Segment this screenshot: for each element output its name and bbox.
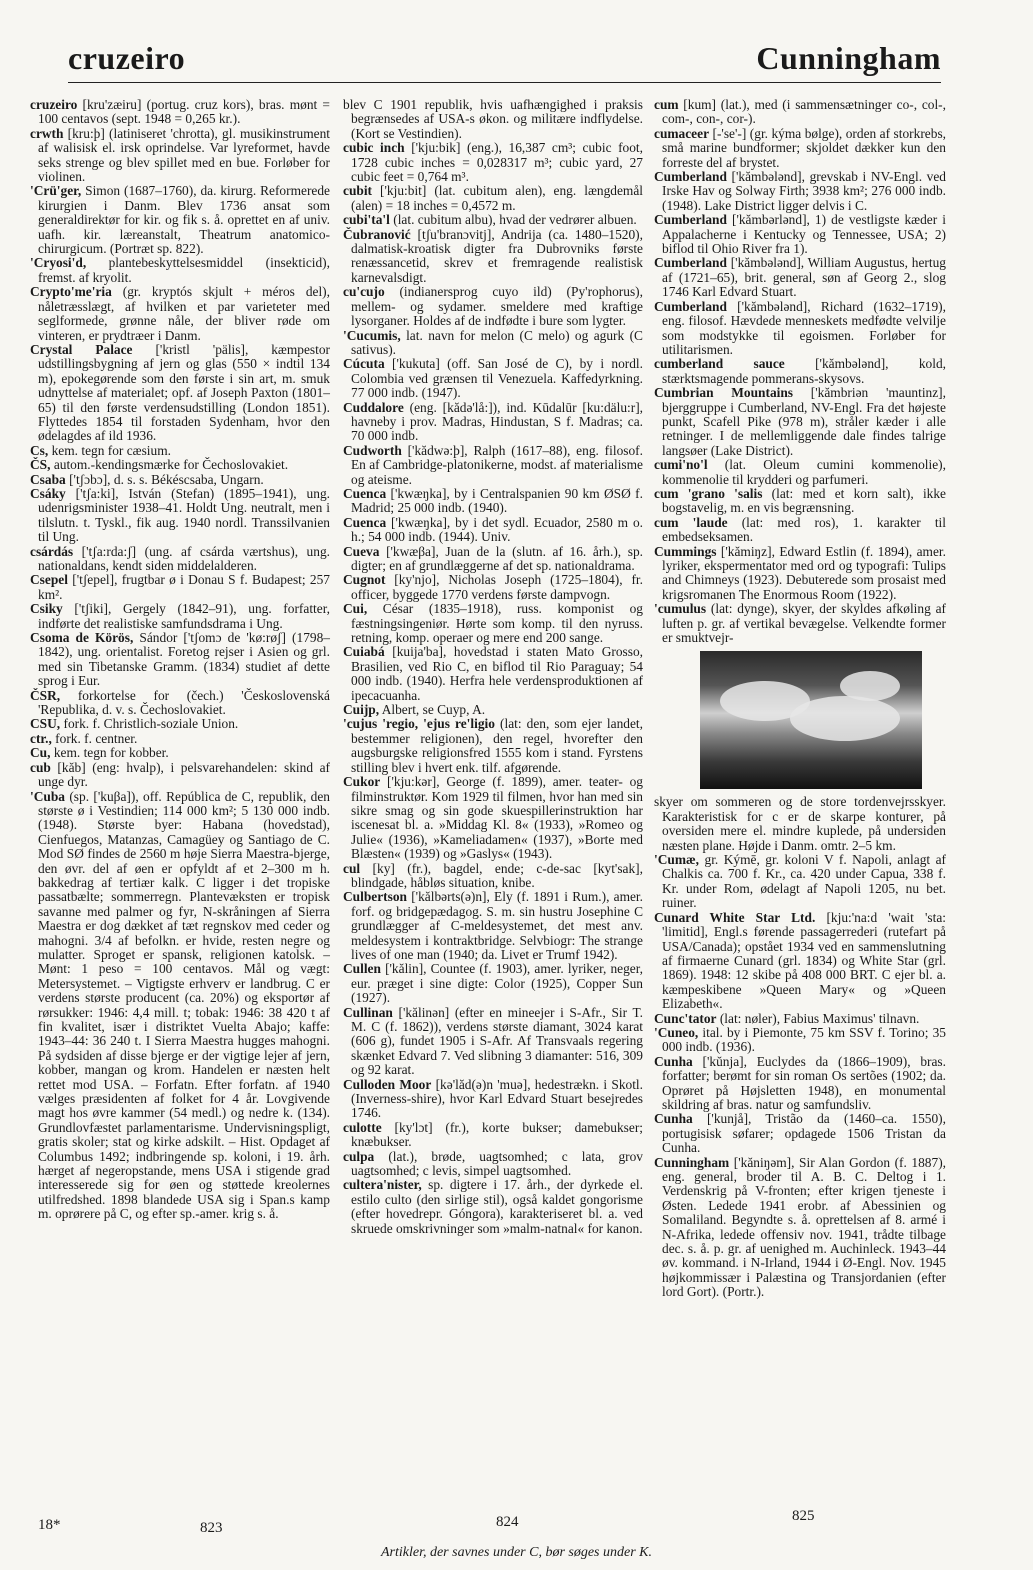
entry-text: (lat: med ros), 1. karakter til embedseksamen. xyxy=(662,514,946,545)
entry xyxy=(343,1150,643,1179)
entry-headword: Cullen xyxy=(343,961,381,977)
entry xyxy=(654,386,946,458)
entry xyxy=(343,602,643,645)
entry-text: ['kŭnja], Euclydes da (1866–1909), bras. forfatter; berømt for sin roman Os sertões (1902; da. Oprøret på Højsletten 1948), en monumental skildring af bras. natur og samfundsliv. xyxy=(662,1053,946,1112)
entry xyxy=(654,98,946,127)
entry-text: lat. navn for melon (C melo) og agurk (C sativus). xyxy=(351,327,643,357)
entry-headword: cultera'nister, xyxy=(343,1177,422,1193)
entry-headword: 'Cumæ, xyxy=(654,852,700,868)
entry xyxy=(343,184,643,213)
entry-text: kem. tegn for cæsium. xyxy=(51,442,171,458)
entry xyxy=(30,285,330,343)
entry xyxy=(30,127,330,185)
page-number-824: 824 xyxy=(496,1514,519,1530)
entry-text: kem. tegn for kobber. xyxy=(53,745,169,761)
entry-text: (lat.), brøde, uagtsomhed; c lata, grov uagtsomhed; c levis, simpel uagtsomhed. xyxy=(351,1148,643,1179)
entry-text: ['kămbələnd], grevskab i NV-Engl. ved Irske Hav og Solway Firth; 3938 km²; 276 000 indb. (1948). Lake District ligger delvis i C. xyxy=(662,169,946,213)
entry-text: (lat. cubitum albu), hvad der vedrører albuen. xyxy=(393,212,637,228)
entry-headword: Cukor xyxy=(343,774,381,790)
entry-text: Sándor ['tʃomɔ de 'kø:røʃ] (1798–1842), ung. orientalist. Foretog rejser i Asien og grl. med sin Tibetanske Gramm. (1834) studiet af dette sprog i Eur. xyxy=(38,630,330,689)
entry-headword: cubic inch xyxy=(343,140,405,156)
footer-note: Artikler, der savnes under C, bør søges under K. xyxy=(380,1545,653,1560)
column-3 xyxy=(654,98,946,1300)
entry-text: ['tʃɔbɔ], d. s. s. Békéscsaba, Ungarn. xyxy=(69,471,264,487)
entry xyxy=(343,444,643,487)
entry-text: ['kwæβa], Juan de la (slutn. af 16. årh.), sp. digter; en af grundlæggerne af det sp. nationaldrama. xyxy=(351,543,643,573)
entry-text: [kuija'ba], hovedstad i staten Mato Grosso, Brasilien, ved Rio C, en biflod til Rio Paraguay; 54 000 indb. (1940). Herfra hele verdensproduktionen af ipecacuanha. xyxy=(351,644,643,703)
entry xyxy=(654,911,946,1012)
entry-text: (sp. ['kuβa]), off. República de C, republik, den største ø i Vestindien; 114 000 km²; 5 130 000 indb. (1948). Største byer: Habana (hovedstad), Cienfuegos, Matanzas, Camagüey og Santiago de C. Mod SØ findes de 2560 m høje Sierra Maestra-bjerge, den øvr. del af øen er opfyldt af et 2–300 m h. bakkedrag af tertiær kalk. C ligger i det tropiske passatbælte; sommerregn. Plantevæksten er tropisk savanne med palmer og fyr, N-skråningen af Sierra Maestra er dog dækket af tæt regnskov med ceder og mahogni. 3/4 af befolkn. er hvide, resten negre og mulatter. Sproget er spansk, religionen katolsk. – Mønt: 1 peso = 100 centavos. Mål og vægt: Metersystemet. – Vigtigste erhverv er landbrug. C er verdens største producent (ca. 20%) og eksportør af rørsukker: 1946: 4,4 mill. t; tobak: 1946: 38 420 t af fin kvalitet, især i distriktet Vuelta Abajo; kaffe: 1943–44: 36 240 t. I Sierra Maestra hugges mahogni. På sydsiden af disse bjerge er der vigtige lejer af jern, kobber, mangan og krom. Handelen er næsten helt rettet mod USA. – Forfatn. Efter forfatn. af 1940 vælges præsidenten af folket for 4 år. Lovgivende magt hos øvre kammer (54 medl.) og nedre k. (134). Grundlovfæstet parlamentarisme. Undervisningspligt, gratis skoler; stat og kirke adskilt. – Hist. Opdaget af Columbus 1492; indbringende sp. koloni, i 19. årh. hærget af negeropstande, mens USA i stigende grad interesserede sig for øen og støttede kreolernes utilfredshed. 1898 blandede USA sig i Span.s kamp m. oprørere på C, og efter sp.-amer. krig s. å. xyxy=(38,788,330,1222)
entry xyxy=(30,444,330,458)
entry-headword: Cumberland xyxy=(654,212,727,228)
entry-text: ['tʃa:ki], István (Stefan) (1895–1941), ung. udenrigsminister 1938–41. Holdt Ung. neutralt, men i tilslutn. t. Tyskl., fik aug. 1940 nordl. Transsilvanien til Ung. xyxy=(38,485,330,545)
entry-text: ['kălinən] (efter en mineejer i S-Afr., Sir T. M. C (f. 1862)), verdens største diamant, 3024 karat (606 g), fundet 1905 i S-Afr. Af Transvaals regering skænket Edvard 7. Ved slibning 3 diamanter: 516, 309 og 92 karat. xyxy=(351,1004,643,1078)
entry-headword: 'Cryosi'd, xyxy=(30,255,87,271)
entry xyxy=(343,573,643,602)
entry-headword: Cumberland xyxy=(654,298,727,314)
entry-headword: Cuijp, xyxy=(343,702,380,718)
entry xyxy=(343,703,643,717)
entry xyxy=(343,775,643,861)
entry-headword: CSU, xyxy=(30,716,61,732)
entry-headword: cum 'grano 'salis xyxy=(654,485,763,501)
entry-headword: Cuenca xyxy=(343,485,387,501)
entry-text: Albert, se Cuyp, A. xyxy=(381,702,486,718)
entry-headword: 'Cucumis, xyxy=(343,327,401,343)
entry-headword: Culbertson xyxy=(343,889,407,905)
header-rule xyxy=(68,82,941,83)
entry-headword: Čubranović xyxy=(343,226,411,242)
entry-text: [kə'lăd(ə)n 'muə], hedestrækn. i Skotl. (Inverness-shire), hvor Karl Edvard Stuart besejredes 1746. xyxy=(351,1076,643,1121)
entry xyxy=(654,127,946,170)
entry-headword: Cunha xyxy=(654,1111,693,1127)
entry-headword: cu'cujo xyxy=(343,284,385,300)
signature-mark: 18* xyxy=(38,1517,61,1533)
entry xyxy=(654,516,946,545)
entry xyxy=(654,300,946,358)
entry-text: (eng. [kădə'lå:]), ind. Kūdalūr [ku:dälu:r], havneby i prov. Madras, Hindustan, S f. Madras; ca. 70 000 indb. xyxy=(351,399,643,444)
entry-text: (gr. kryptós skjult + méros del), nåletræsslægt, af hvilken et par varieteter med seglformede, grønne nåle, der bliver røde om vinteren, er prydtræer i Danm. xyxy=(38,284,330,343)
entry xyxy=(654,602,946,645)
entry xyxy=(30,545,330,574)
entry-text: Simon (1687–1760), da. kirurg. Reformerede kirurgien i Danm. Blev 1736 ansat som generaldirektør for kir. og fik s. å. oprettet en af univ. uafh. kir. læreanstalt, Theatrum anatomico-chirurgicum. (Portræt sp. 822). xyxy=(38,183,330,257)
entry-headword: cubi'ta'l xyxy=(343,212,390,228)
entry-text: [ky] (fr.), bagdel, ende; c-de-sac [kyt'sak], blindgade, håbløs situation, knibe. xyxy=(351,860,643,890)
entry xyxy=(654,545,946,603)
entry-headword: cubit xyxy=(343,183,373,199)
entry xyxy=(30,689,330,718)
entry xyxy=(654,1156,946,1300)
entry xyxy=(343,487,643,516)
entry xyxy=(30,256,330,285)
column-2 xyxy=(343,98,643,1236)
entry-text: (indianersprog cuyo ild) (Py'rophorus), mellem- og sydamer. smeldere med kraftige lysorganer. Holdes af de indfødte i bure som lygter. xyxy=(351,284,643,329)
entry-text: ['kju:bik] (eng.), 16,387 cm³; cubic foot, 1728 cubic inches = 0,028317 m³; cubic yard, 27 cubic feet = 0,764 m³. xyxy=(351,140,643,185)
entry xyxy=(30,761,330,790)
entry-text: ['tʃepel], frugtbar ø i Donau S f. Budapest; 257 km². xyxy=(38,572,330,602)
entry-headword: 'cujus 'regio, 'ejus re'ligio xyxy=(343,716,495,732)
entry-headword: ČSR, xyxy=(30,687,61,703)
entry-text: ['kăniŋəm], Sir Alan Gordon (f. 1887), eng. general, broder til A. B. C. Deltog i 1. Verdenskrig på V-fronten; efter krigen tjeneste i Østen. Ledede 1941 erobr. af Abessinien og Somaliland. Begyndte s. å. oprettelsen af 8. armé i N-Afrika, ledede offensiv nov. 1941, trådte tilbage dec. s. å. p. gr. af uenighed m. Auchinleck. 1943–44 øv. kommand. i N-Irland, 1944 i Ø-Engl. Nov. 1945 højkommissær i Palæstina og Transjordanien (efter lord Gort). (Portr.). xyxy=(662,1154,946,1300)
entry-text: ['tʃa:rda:ʃ] (ung. af csárda værtshus), ung. nationaldans, kendt siden middelalderen. xyxy=(38,543,330,573)
entry-headword: culpa xyxy=(343,1148,375,1164)
entry xyxy=(30,790,330,1222)
entry xyxy=(343,1078,643,1121)
entry-text: ['kălin], Countee (f. 1903), amer. lyriker, neger, eur. præget i sine digte: Color (1925), Copper Sun (1927). xyxy=(351,961,643,1006)
entry-text: [tʃu'branɔvitj], Andrija (ca. 1480–1520), dalmatisk-kroatisk digter fra Dubrovniks første renæssancetid, skrev et fremragende realistisk karnevalsdigt. xyxy=(351,226,643,285)
entry-text: blev C 1901 republik, hvis uafhængighed i praksis begrænsedes af USA-s økon. og militære indflydelse. (Kort se Vestindien). xyxy=(343,97,643,141)
entry-text: [ky'lɔt] (fr.), korte bukser; damebukser; knæbukser. xyxy=(351,1119,644,1150)
entry-text: ['kălbərts(ə)n], Ely (f. 1891 i Rum.), amer. forf. og bridgepædagog. S. m. sin hustru Josephine C grundlægger af C-meldesystemet, det mest anv. meldesystem i kontraktbridge. Selvbiogr: The strange lives of one man (1940; da. Livet er Trumf 1942). xyxy=(351,889,644,962)
entry xyxy=(654,795,946,853)
entry xyxy=(30,343,330,444)
entry xyxy=(343,357,643,400)
entry-headword: Cugnot xyxy=(343,572,386,588)
entry-text: gr. Kýmē, gr. koloni V f. Napoli, anlagt af Chalkis ca. 700 f. Kr., ca. 420 under Capua, 338 f. Kr. under Rom, ødelagt af Napoli 1205, nu bet. ruiner. xyxy=(662,852,946,911)
entry-text: ['kămbələnd], Richard (1632–1719), eng. filosof. Hævdede menneskets medfødte velvilje som modstykke til egoismen. Forløber for utilitarismen. xyxy=(662,298,946,357)
entry xyxy=(30,732,330,746)
entry-headword: Cudworth xyxy=(343,442,402,458)
entry-headword: cumberland sauce xyxy=(654,356,785,372)
entry-headword: Cummings xyxy=(654,543,717,559)
entry xyxy=(654,853,946,911)
entry-headword: cum xyxy=(654,97,679,112)
entry-text: ['kămbriən 'mauntinz], bjerggruppe i Cumberland, NV-Engl. Fra det højeste punkt, Scafell Pike (978 m), stråler kæder i alle retninger. I de mellemliggende dale findes talrige langsøer (Lake District). xyxy=(662,385,946,458)
entry-text: sp. digtere i 17. årh., der dyrkede el. estilo culto (den sirlige stil), også kaldet gongorisme (efter hovedrepr. Góngora), karakteriseret bl. a. ved skruede omskrivninger som »malm-natnal« for kanon. xyxy=(351,1177,643,1236)
entry-headword: Cullinan xyxy=(343,1004,393,1020)
entry-text: (lat: med et korn salt), ikke bogstavelig, m. en vis begrænsning. xyxy=(662,485,947,516)
entry-headword: Cu, xyxy=(30,745,51,761)
entry-headword: ČS, xyxy=(30,457,51,473)
entry xyxy=(343,213,643,227)
entry-headword: Crystal Palace xyxy=(30,341,133,357)
entry xyxy=(343,717,643,775)
entry-headword: Cuiabá xyxy=(343,644,385,660)
entry xyxy=(343,329,643,358)
entry-text: autom.-kendingsmærke for Čechoslovakiet. xyxy=(53,457,289,473)
entry-headword: Culloden Moor xyxy=(343,1076,432,1092)
entry-headword: Csoma de Körös, xyxy=(30,630,134,646)
entry-text: ['kukuta] (off. San José de C), by i nordl. Colombia ved grænsen til Venezuela. Kaffedyrkning. 77 000 indb. (1947). xyxy=(351,356,644,401)
entry-headword: cum 'laude xyxy=(654,514,728,530)
entry xyxy=(654,458,946,487)
entry-headword: Cuenca xyxy=(343,514,387,530)
entry-headword: 'cumulus xyxy=(654,601,707,617)
entry xyxy=(343,401,643,444)
entry-text: ['kămiŋz], Edward Estlin (f. 1894), amer. lyriker, ekspermentator med ord og typografi: Tulips and Chimneys (1923). Debuterede som prosaist med krigsromanen The Enormous Room (1922). xyxy=(662,543,946,602)
entry-headword: ctr., xyxy=(30,730,52,746)
entry-text: ['kămbələnd], kold, stærktsmagende pommerans-skysovs. xyxy=(662,356,946,386)
entry-text: fork. f. centner. xyxy=(55,730,138,746)
entry xyxy=(30,98,330,127)
entry-text: [kum] (lat.), med (i sammensætninger co-, col-, com-, con-, cor-). xyxy=(662,97,946,127)
entry-headword: Cunard White Star Ltd. xyxy=(654,909,816,925)
entry xyxy=(30,458,330,472)
entry xyxy=(343,516,643,545)
entry-headword: Cumberland xyxy=(654,255,727,271)
entry-text: [kju:'na:d 'wait 'sta: 'limitid], Engl.s førende passagerrederi (rutefart på USA/Canada); opstået 1934 ved en sammenslutning af firmaerne Cunard (grl. 1834) og White Star (grl. 1869). 1948: 12 skibe på 408 000 BRT. C ejer bl. a. kæmpeskibene »Queen Mary« og »Queen Elizabeth«. xyxy=(662,909,946,1012)
entry xyxy=(343,98,643,141)
page-number-823: 823 xyxy=(200,1520,223,1536)
entry xyxy=(343,962,643,1005)
entry-headword: 'Cuneo, xyxy=(654,1024,699,1040)
entry-headword: Csáky xyxy=(30,485,66,501)
entry xyxy=(343,645,643,703)
entry-headword: cumaceer xyxy=(654,125,710,141)
entry xyxy=(654,256,946,299)
entry xyxy=(30,573,330,602)
entry xyxy=(30,602,330,631)
entry xyxy=(654,1055,946,1113)
entry-headword: Crypto'me'ria xyxy=(30,284,112,300)
entry-text: (lat: den, som ejer landet, bestemmer religionen), den regel, hvorefter den augsburgske religionsfred 1555 kom i stand. Fyrstens stilling blev i hvert enk. tilf. afgørende. xyxy=(351,716,643,775)
entry-headword: 'Crü'ger, xyxy=(30,183,82,199)
entry-text: ['kunjå], Tristão da (1460–ca. 1550), portugisisk søfarer; opdagede 1506 Tristan da Cunha. xyxy=(662,1111,946,1156)
entry xyxy=(654,1026,946,1055)
entry xyxy=(654,213,946,256)
cumulus-cloud-photo xyxy=(700,651,922,789)
entry-headword: Cumberland xyxy=(654,169,727,185)
entry-text: ['kădwə:þ], Ralph (1617–88), eng. filosof. En af Cambridge-platonikerne, modst. af materialisme og ateisme. xyxy=(351,442,643,487)
entry-headword: culotte xyxy=(343,1119,382,1135)
entry xyxy=(30,746,330,760)
entry-text: ['kămbələnd], William Augustus, hertug af (1721–65), brit. general, søn af Georg 2., slog 1746 Karl Edvard Stuart. xyxy=(662,255,946,300)
entry xyxy=(343,1178,643,1236)
entry-headword: cruzeiro xyxy=(30,97,78,112)
entry-headword: Csaba xyxy=(30,471,66,487)
entry-headword: Cúcuta xyxy=(343,356,385,372)
entry-headword: 'Cuba xyxy=(30,788,65,804)
entry xyxy=(343,141,643,184)
entry-text: skyer om sommeren og de store tordenvejrsskyer. Karakteristisk for c er de skarpe konturer, på oversiden mere el. mindre kuplede, på undersiden næsten plane. Højde i Danm. omtr. 2–5 km. xyxy=(654,794,946,853)
entry-text: ['kămbərlənd], 1) de vestligste kæder i Appalacherne i Kentucky og Tennessee, USA; 2) biflod til Ohio River fra 1). xyxy=(662,212,946,257)
entry xyxy=(343,890,643,962)
entry xyxy=(343,1121,643,1150)
entry xyxy=(654,1112,946,1155)
entry-text: [ky'njo], Nicholas Joseph (1725–1804), fr. officer, byggede 1770 verdens første dampvogn. xyxy=(351,572,643,602)
entry xyxy=(30,487,330,545)
entry xyxy=(30,184,330,256)
entry-headword: csárdás xyxy=(30,543,74,559)
entry-headword: Cunc'tator xyxy=(654,1010,717,1026)
entry-text: (lat. Oleum cumini kommenolie), kommenolie til krydderi og parfumeri. xyxy=(662,457,946,487)
entry-headword: Cueva xyxy=(343,543,380,559)
entry xyxy=(343,1006,643,1078)
entry-headword: cul xyxy=(343,860,361,876)
entry-text: [-'se'-] (gr. kýma bølge), orden af storkrebs, små marine bundformer; skjoldet dækker kun den forreste del af brystet. xyxy=(662,125,946,170)
entry-text: (lat: dynge), skyer, der skyldes afkøling af luften p. gr. af vertikal bevægelse. Velkendte former er smuktvejr- xyxy=(662,601,946,646)
entry-text: ital. by i Piemonte, 75 km SSV f. Torino; 35 000 indb. (1936). xyxy=(662,1024,946,1055)
entry-headword: cub xyxy=(30,759,51,775)
entry-headword: Cui, xyxy=(343,601,368,617)
entry-text: plantebeskyttelsesmiddel (insekticid), fremst. af kryolit. xyxy=(38,255,330,285)
entry xyxy=(654,1012,946,1026)
entry-text: forkortelse for (čech.) 'Československá 'Republika, d. v. s. Čechoslovakiet. xyxy=(38,687,330,718)
column-1 xyxy=(30,98,330,1222)
entry-text: ['kwæŋka], by i det sydl. Ecuador, 2580 m o. h.; 54 000 indb. (1944). Univ. xyxy=(351,514,643,545)
entry-headword: Csiky xyxy=(30,601,63,617)
entry-text: [kru:þ] (latiniseret 'chrotta), gl. musikinstrument af walisisk el. irsk oprindelse. Var lyreformet, havde seks strenge og blev spillet med en bue. Forløber for violinen. xyxy=(38,125,330,185)
entry xyxy=(654,357,946,386)
entry-text: fork. f. Christlich-soziale Union. xyxy=(63,716,239,732)
entry-headword: crwth xyxy=(30,125,64,141)
entry xyxy=(343,862,643,891)
entry xyxy=(30,717,330,731)
entry-headword: cumi'no'l xyxy=(654,457,708,473)
running-head-left: cruzeiro xyxy=(68,40,186,76)
entry-text: ['kju:kər], George (f. 1899), amer. teater- og filminstruktør. Kom 1929 til filmen, hvor han med sin sikre smag og sin gode skuespillerinstruktion har iscenesat bl. a. »Middag Kl. 8« (1933), »Romeo og Julie« (1936), »Kameliadamen« (1937), »Borte med Blæsten« (1939) og »Gaslys« (1943). xyxy=(351,774,643,862)
running-head-right: Cunningham xyxy=(756,40,941,76)
entry xyxy=(654,487,946,516)
entry xyxy=(343,545,643,574)
entry xyxy=(654,170,946,213)
entry-headword: Cumbrian Mountains xyxy=(654,385,794,401)
entry xyxy=(30,631,330,689)
page-number-825: 825 xyxy=(792,1508,815,1524)
entry-text: ['kju:bit] (lat. cubitum alen), eng. længdemål (alen) = 18 inches = 0,4572 m. xyxy=(351,183,643,213)
entry-text: [kru'zæiru] (portug. cruz kors), bras. mønt = 100 centavos (sept. 1948 = 0,265 kr.). xyxy=(38,97,330,127)
entry-headword: Cs, xyxy=(30,442,49,458)
entry-text: César (1835–1918), russ. komponist og fæstningsingeniør. Hørte som komp. til den nyruss. retning, komp. operaer og mere end 200 sange. xyxy=(351,601,643,646)
entry-text: (lat: nøler), Fabius Maximus' tilnavn. xyxy=(719,1010,920,1026)
entry xyxy=(343,285,643,328)
entry-headword: Csepel xyxy=(30,572,68,588)
entry-text: [kăb] (eng: hvalp), i pelsvarehandelen: skind af unge dyr. xyxy=(38,759,330,790)
entry-headword: Cunningham xyxy=(654,1154,730,1170)
entry-text: ['kwæŋka], by i Centralspanien 90 km ØSØ f. Madrid; 25 000 indb. (1940). xyxy=(351,485,643,516)
entry xyxy=(343,228,643,286)
entry-headword: Cuddalore xyxy=(343,399,404,415)
entry-headword: Cunha xyxy=(654,1053,693,1069)
entry xyxy=(30,473,330,487)
entry-text: ['kristl 'pälis], kæmpestor udstillingsbygning af jern og glas (550 × indtil 134 m), epokegørende som den første i sin art, m. smuk udnyttelse af materialet; opf. af Joseph Paxton (1801–65) til den første verdensudstilling (London 1851). Flyttedes 1854 til forstaden Sydenham, hvor den ødelagdes af ild 1936. xyxy=(38,341,330,444)
entry-text: ['tʃiki], Gergely (1842–91), ung. forfatter, indførte det realistiske samfundsdrama i Ung. xyxy=(38,601,330,631)
